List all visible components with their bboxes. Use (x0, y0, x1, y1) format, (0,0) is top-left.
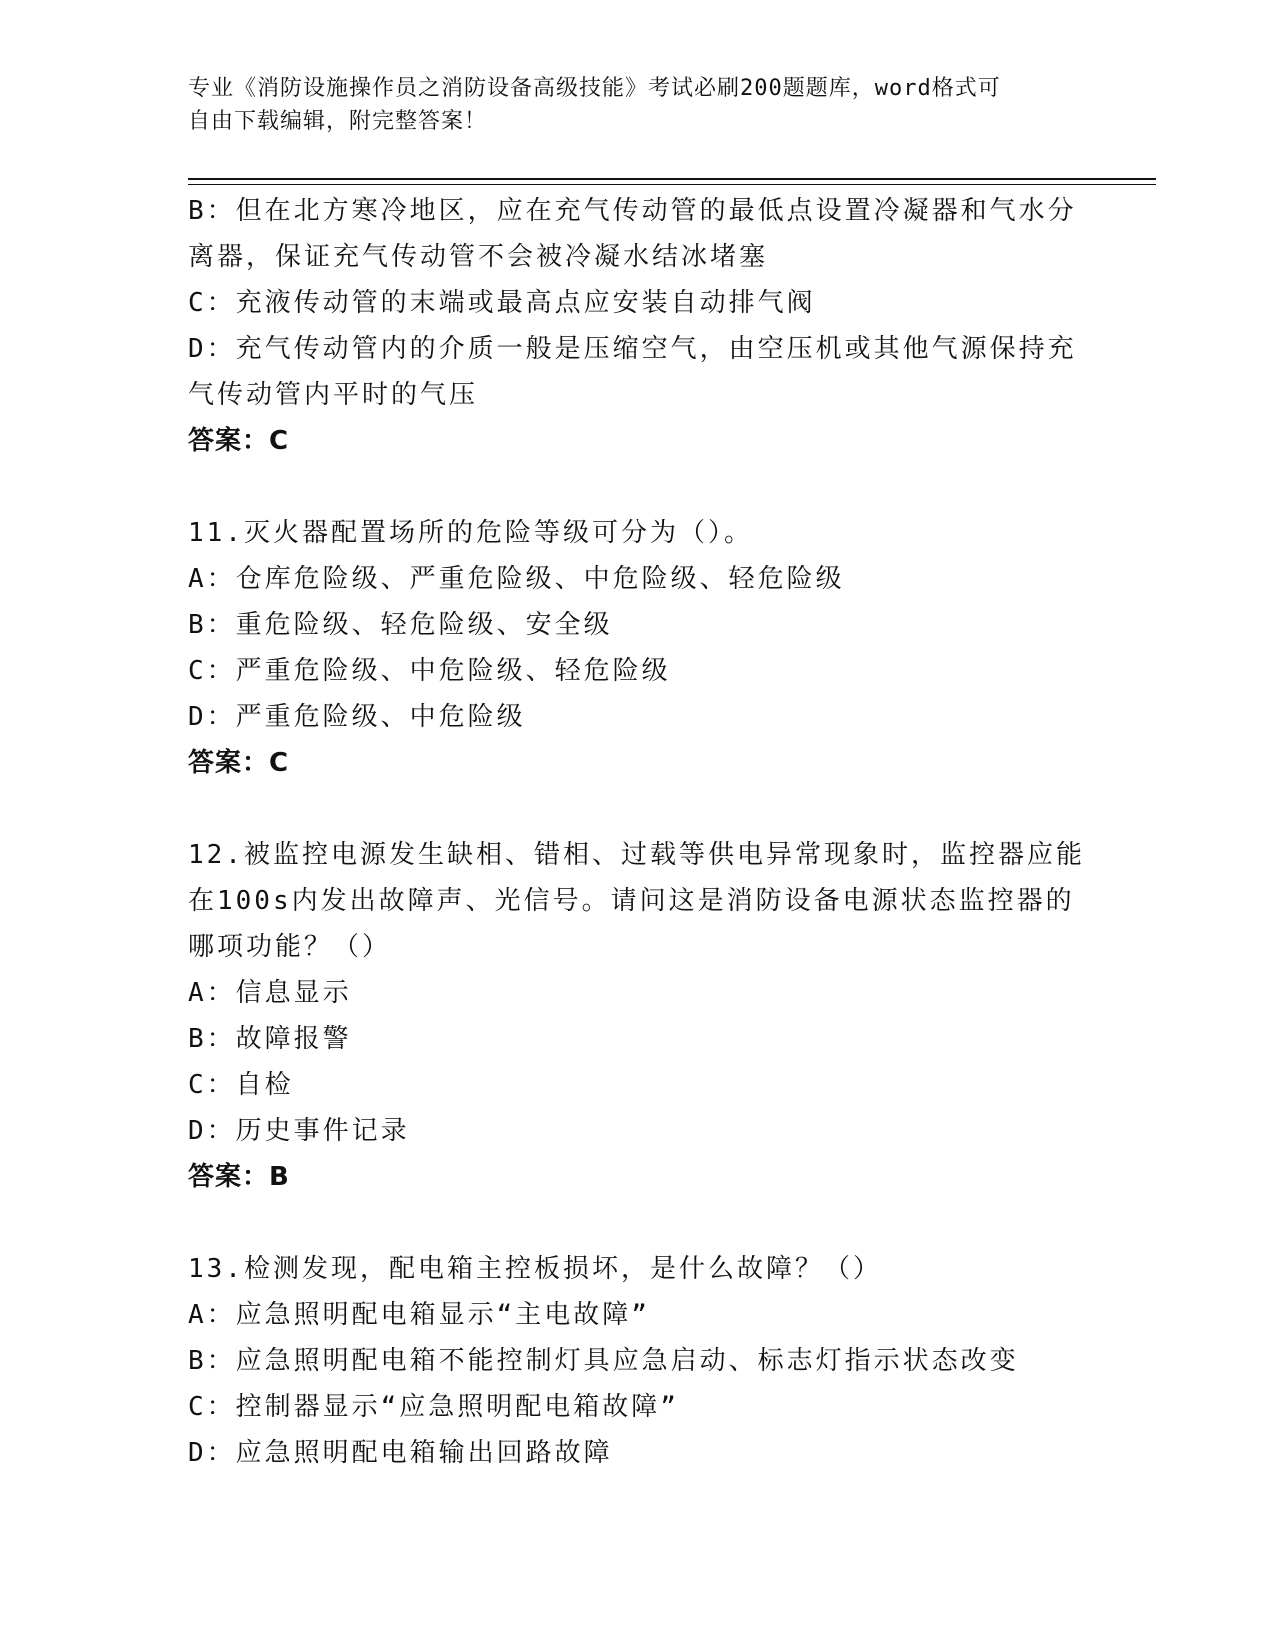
q12-stem-line-2: 在100s内发出故障声、光信号。请问这是消防设备电源状态监控器的 (188, 886, 1075, 916)
q10-answer: 答案：C (188, 426, 290, 456)
header-divider-thick (188, 178, 1156, 180)
q10-option-b-line-2: 离器，保证充气传动管不会被冷凝水结冰堵塞 (188, 242, 769, 272)
spacer (188, 1200, 1088, 1246)
q12-option-b: B：故障报警 (188, 1024, 352, 1054)
q12-stem-line-1: 12.被监控电源发生缺相、错相、过载等供电异常现象时，监控器应能 (188, 840, 1085, 870)
header-line-2: 自由下载编辑，附完整答案！ (188, 109, 488, 134)
q11-answer: 答案：C (188, 748, 290, 778)
q11-option-d: D：严重危险级、中危险级 (188, 702, 526, 732)
question-13 (188, 1246, 1088, 1476)
q13-option-b: B：应急照明配电箱不能控制灯具应急启动、标志灯指示状态改变 (188, 1346, 1019, 1376)
header-divider-thin (188, 184, 1156, 185)
q12-option-a: A：信息显示 (188, 978, 352, 1008)
q10-option-b-line-1: B：但在北方寒冷地区，应在充气传动管的最低点设置冷凝器和气水分 (188, 196, 1077, 226)
question-10-tail (188, 188, 1088, 464)
q13-option-a: A：应急照明配电箱显示“主电故障” (188, 1300, 650, 1330)
spacer (188, 786, 1088, 832)
q13-stem: 13.检测发现，配电箱主控板损坏，是什么故障？（） (188, 1254, 882, 1284)
q11-stem: 11.灭火器配置场所的危险等级可分为（）。 (188, 518, 753, 548)
q13-option-d: D：应急照明配电箱输出回路故障 (188, 1438, 613, 1468)
q10-option-d-line-1: D：充气传动管内的介质一般是压缩空气，由空压机或其他气源保持充 (188, 334, 1077, 364)
question-11 (188, 510, 1088, 786)
question-12 (188, 832, 1088, 1200)
q11-option-b: B：重危险级、轻危险级、安全级 (188, 610, 613, 640)
q10-option-c: C：充液传动管的末端或最高点应安装自动排气阀 (188, 288, 816, 318)
q11-option-a: A：仓库危险级、严重危险级、中危险级、轻危险级 (188, 564, 845, 594)
question-content (188, 188, 1088, 1476)
q12-stem-line-3: 哪项功能？（） (188, 932, 392, 962)
document-header (188, 72, 1068, 138)
q12-answer: 答案：B (188, 1162, 290, 1192)
header-line-1: 专业《消防设施操作员之消防设备高级技能》考试必刷200题题库，word格式可 (188, 76, 1001, 101)
q13-option-c: C：控制器显示“应急照明配电箱故障” (188, 1392, 679, 1422)
q12-option-d: D：历史事件记录 (188, 1116, 410, 1146)
q12-option-c: C：自检 (188, 1070, 294, 1100)
q11-option-c: C：严重危险级、中危险级、轻危险级 (188, 656, 671, 686)
q10-option-d-line-2: 气传动管内平时的气压 (188, 380, 479, 410)
spacer (188, 464, 1088, 510)
